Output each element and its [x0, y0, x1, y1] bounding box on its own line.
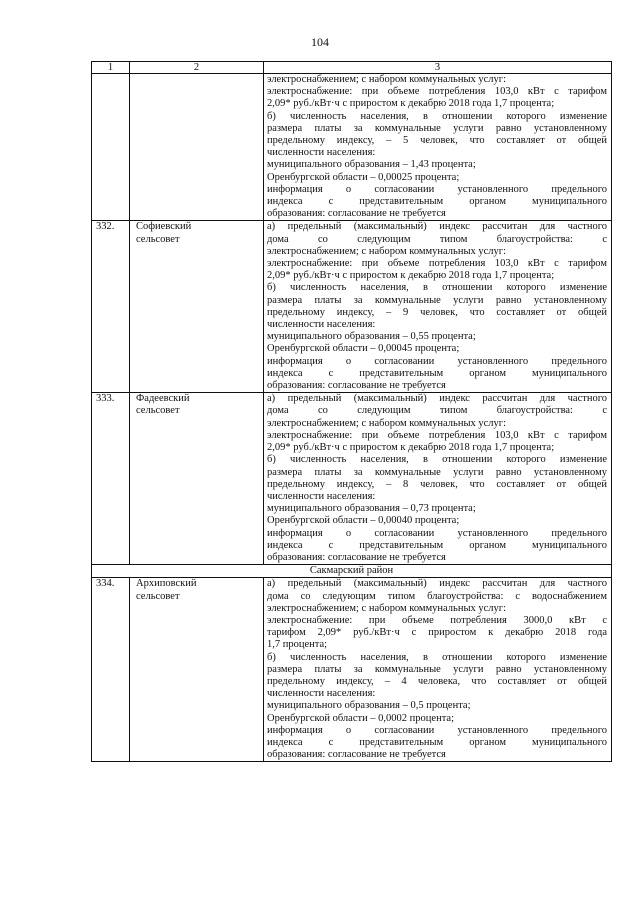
text-line: муниципального образования – 1,43 процента;	[267, 159, 476, 171]
row-number-cell	[92, 74, 130, 221]
text-line: муниципального образования – 0,55 процента;	[267, 331, 476, 343]
text-line: информация о согласовании установленного предельного	[267, 355, 607, 367]
settlement-name	[130, 393, 264, 565]
text-line: муниципального образования – 0,73 процента;	[267, 503, 476, 515]
name-line: Софиевский	[136, 221, 192, 233]
table-row	[92, 578, 612, 762]
text-line: электроснабжение: при объеме потребления 103,0 кВт с тарифом	[267, 86, 607, 98]
text-line: предельному индексу, – 8 человек, что составляет от общей	[267, 478, 607, 490]
name-line: Архиповский	[136, 578, 197, 590]
page-number: 104	[311, 35, 329, 49]
text-line: численности населения:	[267, 688, 376, 700]
text-line: предельному индексу, – 4 человека, что составляет от общей	[267, 675, 607, 687]
name-line: Фадеевский	[136, 393, 190, 405]
text-line: размера платы за коммунальные услуги равно установленному	[267, 122, 607, 134]
text-line: 2,09* руб./кВт·ч с приростом к декабрю 2018 года 1,7 процента;	[267, 442, 555, 454]
text-line: а) предельный (максимальный) индекс рассчитан для частного	[267, 221, 607, 233]
text-line: дома со следующим типом благоустройства: с	[267, 405, 607, 417]
text-line: индекса с представительным органом муниципального	[267, 539, 607, 551]
settlements-table	[91, 61, 612, 762]
table-row-continued	[92, 74, 612, 221]
name-line: сельсовет	[136, 233, 180, 245]
text-line: индекса с представительным органом муниципального	[267, 736, 607, 748]
text-line: дома со следующим типом благоустройства: с водоснабжением	[267, 590, 607, 602]
row-text-cell	[264, 578, 612, 762]
text-line: б) численность населения, в отношении которого изменение	[267, 651, 607, 663]
text-line: а) предельный (максимальный) индекс рассчитан для частного	[267, 393, 607, 405]
row-name-cell	[130, 74, 264, 221]
text-line: образования: согласование не требуется	[267, 749, 446, 761]
text-line: размера платы за коммунальные услуги равно установленному	[267, 294, 607, 306]
text-line: электроснабжение: при объеме потребления 103,0 кВт с тарифом	[267, 258, 607, 270]
text-line: предельному индексу, – 9 человек, что составляет от общей	[267, 306, 607, 318]
district-row	[92, 565, 612, 578]
text-line: индекса с представительным органом муниципального	[267, 196, 607, 208]
row-number: 333.	[92, 393, 130, 565]
text-line: дома со следующим типом благоустройства: с	[267, 233, 607, 245]
table-row	[92, 393, 612, 565]
settlement-name	[130, 221, 264, 393]
text-line: численности населения:	[267, 319, 376, 331]
text-line: информация о согласовании установленного предельного	[267, 724, 607, 736]
text-line: численности населения:	[267, 147, 376, 159]
header-col-1: 1	[92, 62, 130, 74]
text-line: Оренбургской области – 0,00040 процента;	[267, 515, 460, 527]
text-line: Оренбургской области – 0,0002 процента;	[267, 712, 454, 724]
text-line: а) предельный (максимальный) индекс рассчитан для частного	[267, 578, 607, 590]
name-line: сельсовет	[136, 405, 180, 417]
text-line: электроснабжением; с набором коммунальных услуг:	[267, 417, 506, 429]
text-line: образования: согласование не требуется	[267, 208, 446, 220]
text-line: муниципального образования – 0,5 процента;	[267, 700, 471, 712]
text-line: численности населения:	[267, 490, 376, 502]
text-line: электроснабжением; с набором коммунальных услуг:	[267, 74, 506, 85]
table-header-row	[92, 62, 612, 74]
text-line: электроснабжение: при объеме потребления 103,0 кВт с тарифом	[267, 429, 607, 441]
settlement-name	[130, 578, 264, 762]
text-line: б) численность населения, в отношении которого изменение	[267, 282, 607, 294]
text-line: б) численность населения, в отношении которого изменение	[267, 454, 607, 466]
text-line: электроснабжением; с набором коммунальных услуг:	[267, 245, 506, 257]
text-line: 2,09* руб./кВт·ч с приростом к декабрю 2018 года 1,7 процента;	[267, 98, 555, 110]
text-line: образования: согласование не требуется	[267, 551, 446, 563]
text-line: 1,7 процента;	[267, 639, 328, 651]
text-line: предельному индексу, – 5 человек, что составляет от общей	[267, 135, 607, 147]
row-number: 332.	[92, 221, 130, 393]
text-line: 2,09* руб./кВт·ч с приростом к декабрю 2018 года 1,7 процента;	[267, 270, 555, 282]
text-line: индекса с представительным органом муниципального	[267, 367, 607, 379]
header-col-2: 2	[130, 62, 264, 74]
text-line: электроснабжение: при объеме потребления 3000,0 кВт с	[267, 614, 607, 626]
text-line: Оренбургской области – 0,00045 процента;	[267, 343, 460, 355]
row-text-cell	[264, 74, 612, 221]
row-number: 334.	[92, 578, 130, 762]
text-line: образования: согласование не требуется	[267, 380, 446, 392]
text-line: информация о согласовании установленного предельного	[267, 183, 607, 195]
text-line: электроснабжением; с набором коммунальных услуг:	[267, 602, 506, 614]
table-row	[92, 221, 612, 393]
row-text-cell	[264, 221, 612, 393]
district-heading: Сакмарский район	[92, 565, 612, 578]
text-line: информация о согласовании установленного предельного	[267, 527, 607, 539]
text-line: б) численность населения, в отношении которого изменение	[267, 110, 607, 122]
table-body	[92, 74, 612, 762]
text-line: размера платы за коммунальные услуги равно установленному	[267, 466, 607, 478]
header-col-3: 3	[264, 62, 612, 74]
name-line: сельсовет	[136, 590, 180, 602]
text-line: Оренбургской области – 0,00025 процента;	[267, 171, 460, 183]
text-line: размера платы за коммунальные услуги равно установленному	[267, 663, 607, 675]
row-text-cell	[264, 393, 612, 565]
text-line: тарифом 2,09* руб./кВт·ч с приростом к декабрю 2018 года	[267, 627, 607, 639]
